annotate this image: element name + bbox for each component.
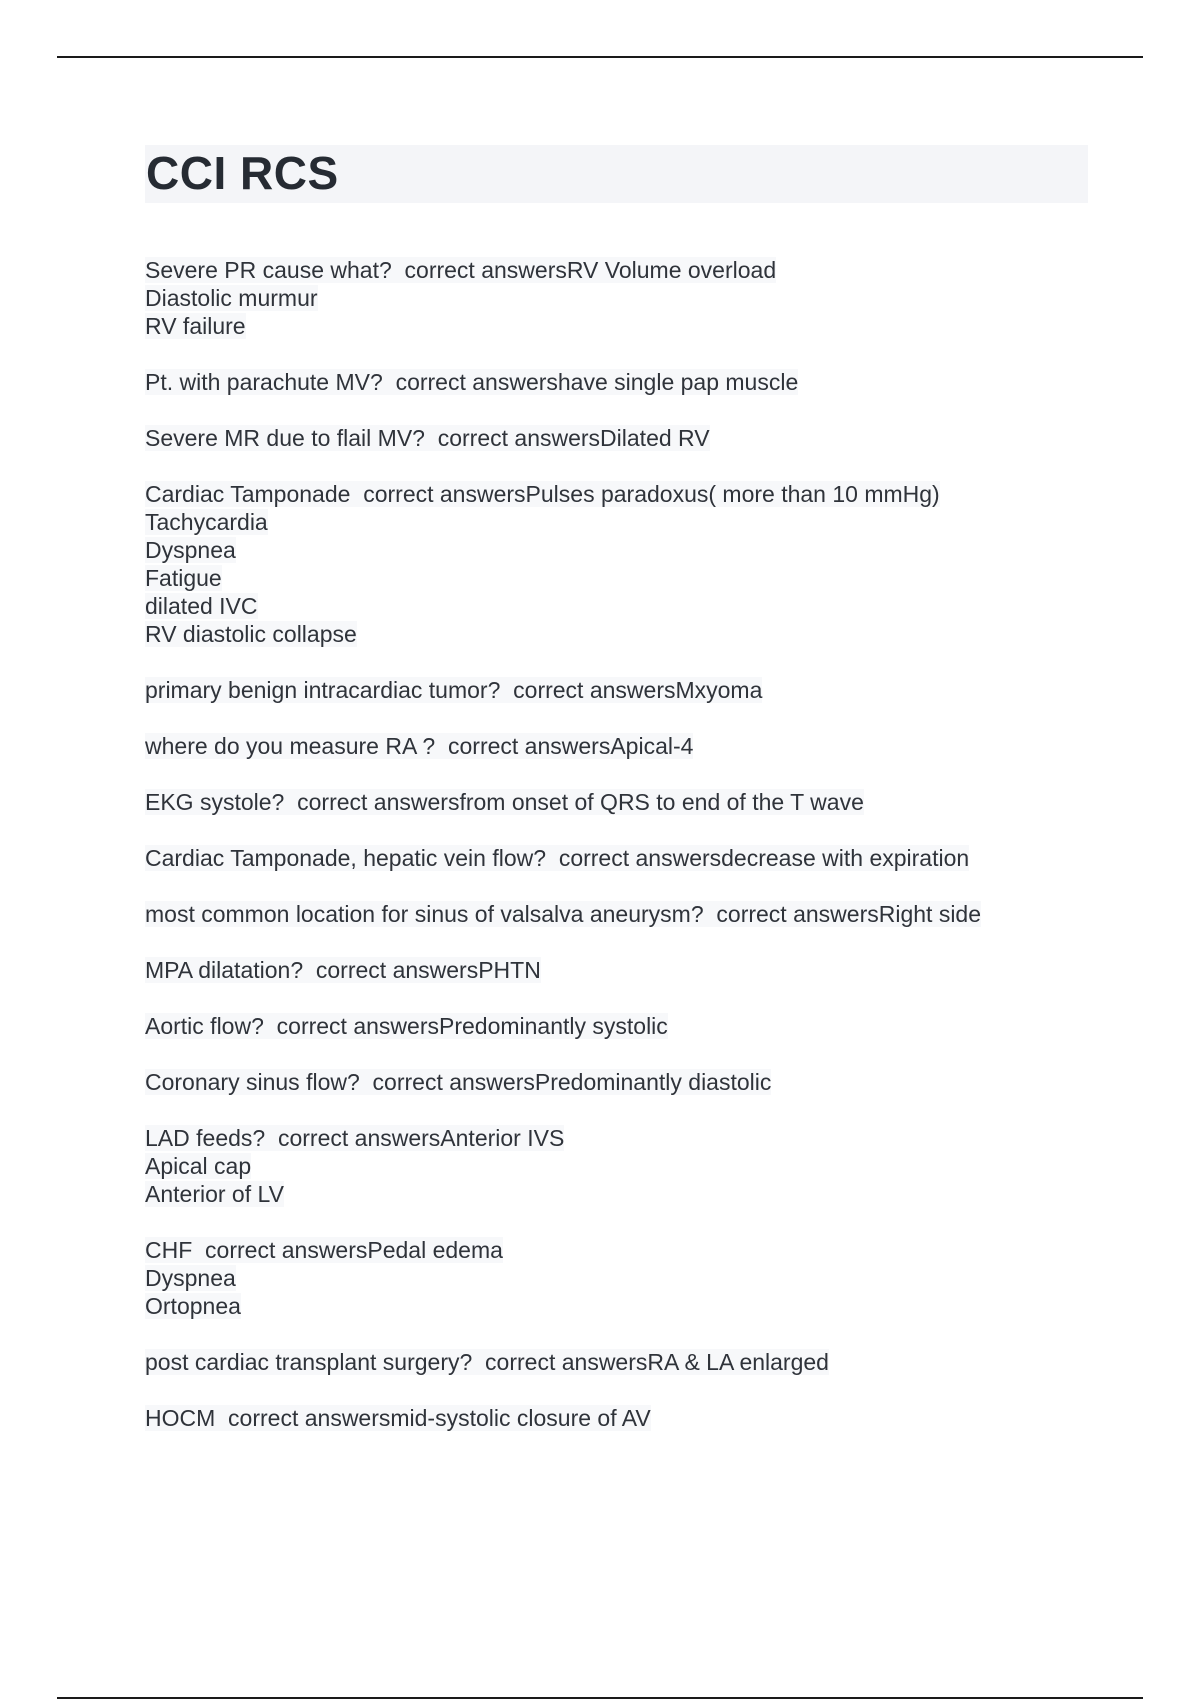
- qa-item: [145, 956, 1105, 984]
- qa-item: [145, 844, 1105, 872]
- qa-line: HOCM correct answersmid-systolic closure of AV: [145, 1405, 651, 1431]
- qa-line: LAD feeds? correct answersAnterior IVS: [145, 1125, 565, 1151]
- qa-item: [145, 1124, 1105, 1208]
- qa-line: Diastolic murmur: [145, 285, 318, 311]
- qa-line: Coronary sinus flow? correct answersPredominantly diastolic: [145, 1069, 772, 1095]
- qa-line: Pt. with parachute MV? correct answershave single pap muscle: [145, 369, 799, 395]
- qa-line: RV failure: [145, 313, 246, 339]
- qa-line: where do you measure RA ? correct answersApical-4: [145, 733, 694, 759]
- qa-line: Severe MR due to flail MV? correct answersDilated RV: [145, 425, 710, 451]
- qa-line: Aortic flow? correct answersPredominantly systolic: [145, 1013, 668, 1039]
- qa-item: [145, 1404, 1105, 1432]
- qa-item: [145, 1236, 1105, 1320]
- qa-line: dilated IVC: [145, 593, 258, 619]
- qa-line: RV diastolic collapse: [145, 621, 357, 647]
- qa-line: primary benign intracardiac tumor? correct answersMxyoma: [145, 677, 763, 703]
- qa-line: Dyspnea: [145, 1265, 236, 1291]
- qa-line: Dyspnea: [145, 537, 236, 563]
- qa-line: Fatigue: [145, 565, 222, 591]
- qa-line: EKG systole? correct answersfrom onset of QRS to end of the T wave: [145, 789, 864, 815]
- qa-line: most common location for sinus of valsalva aneurysm? correct answersRight side: [145, 901, 982, 927]
- qa-line: Apical cap: [145, 1153, 252, 1179]
- qa-line: Ortopnea: [145, 1293, 241, 1319]
- qa-item: [145, 368, 1105, 396]
- qa-line: Severe PR cause what? correct answersRV Volume overload: [145, 257, 777, 283]
- qa-item: [145, 1068, 1105, 1096]
- qa-line: MPA dilatation? correct answersPHTN: [145, 957, 541, 983]
- qa-item: [145, 676, 1105, 704]
- qa-line: post cardiac transplant surgery? correct answersRA & LA enlarged: [145, 1349, 829, 1375]
- qa-item: [145, 900, 1105, 928]
- qa-item: [145, 732, 1105, 760]
- qa-item: [145, 480, 1105, 648]
- qa-line: Anterior of LV: [145, 1181, 284, 1207]
- top-rule: [57, 56, 1143, 58]
- qa-item: [145, 256, 1105, 340]
- qa-line: Cardiac Tamponade correct answersPulses paradoxus( more than 10 mmHg): [145, 481, 940, 507]
- qa-line: Cardiac Tamponade, hepatic vein flow? correct answersdecrease with expiration: [145, 845, 970, 871]
- qa-item: [145, 1012, 1105, 1040]
- qa-item: [145, 1348, 1105, 1376]
- document-title: CCI RCS: [146, 147, 339, 199]
- qa-item: [145, 424, 1105, 452]
- bottom-rule: [57, 1697, 1143, 1699]
- qa-line: Tachycardia: [145, 509, 268, 535]
- qa-line: CHF correct answersPedal edema: [145, 1237, 503, 1263]
- qa-item: [145, 788, 1105, 816]
- qa-list: [145, 256, 1105, 1460]
